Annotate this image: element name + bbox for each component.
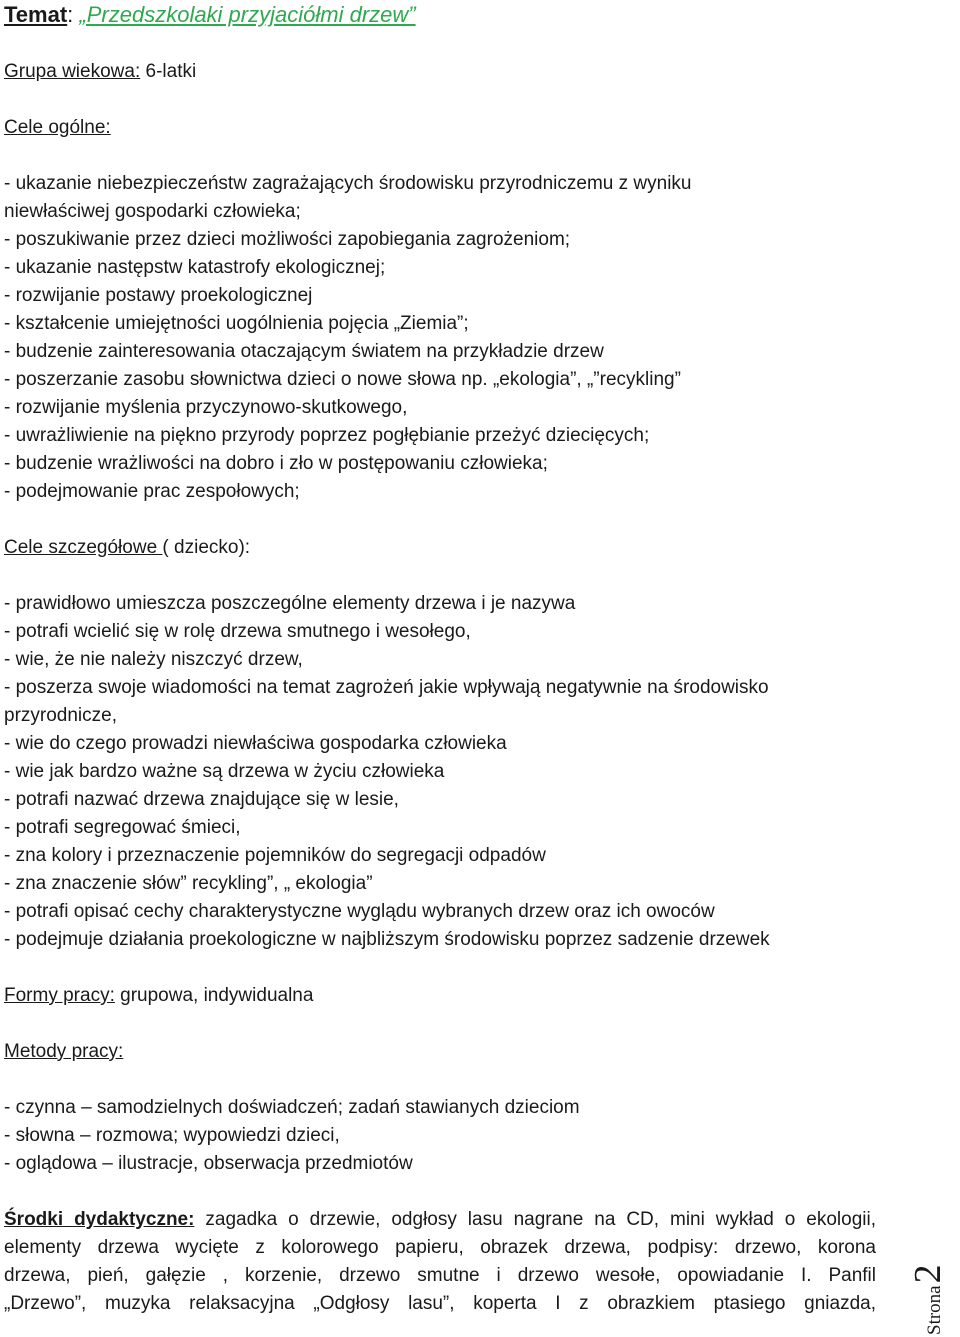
list-item: niewłaściwej gospodarki człowieka;: [4, 201, 301, 222]
teaching-aids-label: Środki dydaktyczne:: [4, 1209, 195, 1230]
list-item: - poszerzanie zasobu słownictwa dzieci o nowe słowa np. „ekologia”, „”recykling”: [4, 369, 681, 390]
list-item: - podejmuje działania proekologiczne w najbliższym środowisku poprzez sadzenie drzewek: [4, 929, 770, 950]
list-item: przyrodnicze,: [4, 705, 117, 726]
page-number-sidebar: [908, 1235, 958, 1335]
methods-list: [4, 1094, 876, 1178]
age-group: [4, 58, 876, 86]
title-label: Temat: [4, 2, 68, 27]
list-item: - potrafi opisać cechy charakterystyczne wyglądu wybranych drzew oraz ich owoców: [4, 901, 715, 922]
teaching-aids-line: drzewa, pień, gałęzie , korzenie, drzewo smutne i drzewo wesołe, opowiadanie I. Panfil: [4, 1265, 876, 1286]
list-item: - czynna – samodzielnych doświadczeń; zadań stawianych dzieciom: [4, 1097, 580, 1118]
general-goals-list: [4, 170, 876, 506]
teaching-aids: [4, 1206, 876, 1318]
page-number: [906, 1264, 950, 1335]
title-separator: :: [67, 2, 80, 27]
work-forms: [4, 982, 876, 1010]
teaching-aids-line: elementy drzewa wycięte z kolorowego papieru, obrazek drzewa, podpisy: drzewo, korona: [4, 1237, 876, 1258]
document-page: [4, 0, 876, 1318]
teaching-aids-line: „Drzewo”, muzyka relaksacyjna „Odgłosy lasu”, koperta I z obrazkiem ptasiego gniazda,: [4, 1293, 876, 1314]
methods-heading: Metody pracy:: [4, 1041, 124, 1062]
teaching-aids-line: Środki dydaktyczne: zagadka o drzewie, odgłosy lasu nagrane na CD, mini wykład o ekologii,: [4, 1209, 876, 1230]
work-forms-label: Formy pracy:: [4, 985, 115, 1006]
list-item: - poszerza swoje wiadomości na temat zagrożeń jakie wpływają negatywnie na środowisko: [4, 677, 769, 698]
list-item: - oglądowa – ilustracje, obserwacja przedmiotów: [4, 1153, 413, 1174]
list-item: - wie do czego prowadzi niewłaściwa gospodarka człowieka: [4, 733, 507, 754]
age-group-value: 6-latki: [140, 61, 197, 82]
list-item: - kształcenie umiejętności uogólnienia pojęcia „Ziemia”;: [4, 313, 469, 334]
list-item: - budzenie zainteresowania otaczającym światem na przykładzie drzew: [4, 341, 604, 362]
list-item: - potrafi wcielić się w rolę drzewa smutnego i wesołego,: [4, 621, 471, 642]
list-item: - zna kolory i przeznaczenie pojemników do segregacji odpadów: [4, 845, 546, 866]
list-item: - rozwijanie postawy proekologicznej: [4, 285, 313, 306]
lesson-title: [4, 0, 876, 30]
list-item: - rozwijanie myślenia przyczynowo-skutkowego,: [4, 397, 408, 418]
list-item: - podejmowanie prac zespołowych;: [4, 481, 300, 502]
list-item: - wie jak bardzo ważne są drzewa w życiu człowieka: [4, 761, 445, 782]
list-item: - potrafi nazwać drzewa znajdujące się w lesie,: [4, 789, 399, 810]
list-item: - ukazanie niebezpieczeństw zagrażających środowisku przyrodniczemu z wyniku: [4, 173, 692, 194]
list-item: - ukazanie następstw katastrofy ekologicznej;: [4, 257, 386, 278]
specific-goals-list: [4, 590, 876, 954]
list-item: - zna znaczenie słów” recykling”, „ ekologia”: [4, 873, 373, 894]
page-number-value: 2: [907, 1264, 949, 1284]
list-item: - potrafi segregować śmieci,: [4, 817, 241, 838]
list-item: - prawidłowo umieszcza poszczególne elementy drzewa i je nazywa: [4, 593, 576, 614]
list-item: - słowna – rozmowa; wypowiedzi dzieci,: [4, 1125, 340, 1146]
age-group-label: Grupa wiekowa:: [4, 61, 141, 82]
work-forms-value: grupowa, indywidualna: [114, 985, 314, 1006]
list-item: - poszukiwanie przez dzieci możliwości zapobiegania zagrożeniom;: [4, 229, 571, 250]
title-topic: „Przedszkolaki przyjaciółmi drzew”: [79, 2, 416, 27]
list-item: - wie, że nie należy niszczyć drzew,: [4, 649, 303, 670]
list-item: - uwrażliwienie na piękno przyrody poprzez pogłębianie przeżyć dziecięcych;: [4, 425, 650, 446]
specific-goals-heading: Cele szczegółowe ( dziecko):: [4, 537, 251, 558]
general-goals-heading: Cele ogólne:: [4, 117, 111, 138]
list-item: - budzenie wrażliwości na dobro i zło w postępowaniu człowieka;: [4, 453, 548, 474]
page-word: Strona: [924, 1285, 945, 1335]
